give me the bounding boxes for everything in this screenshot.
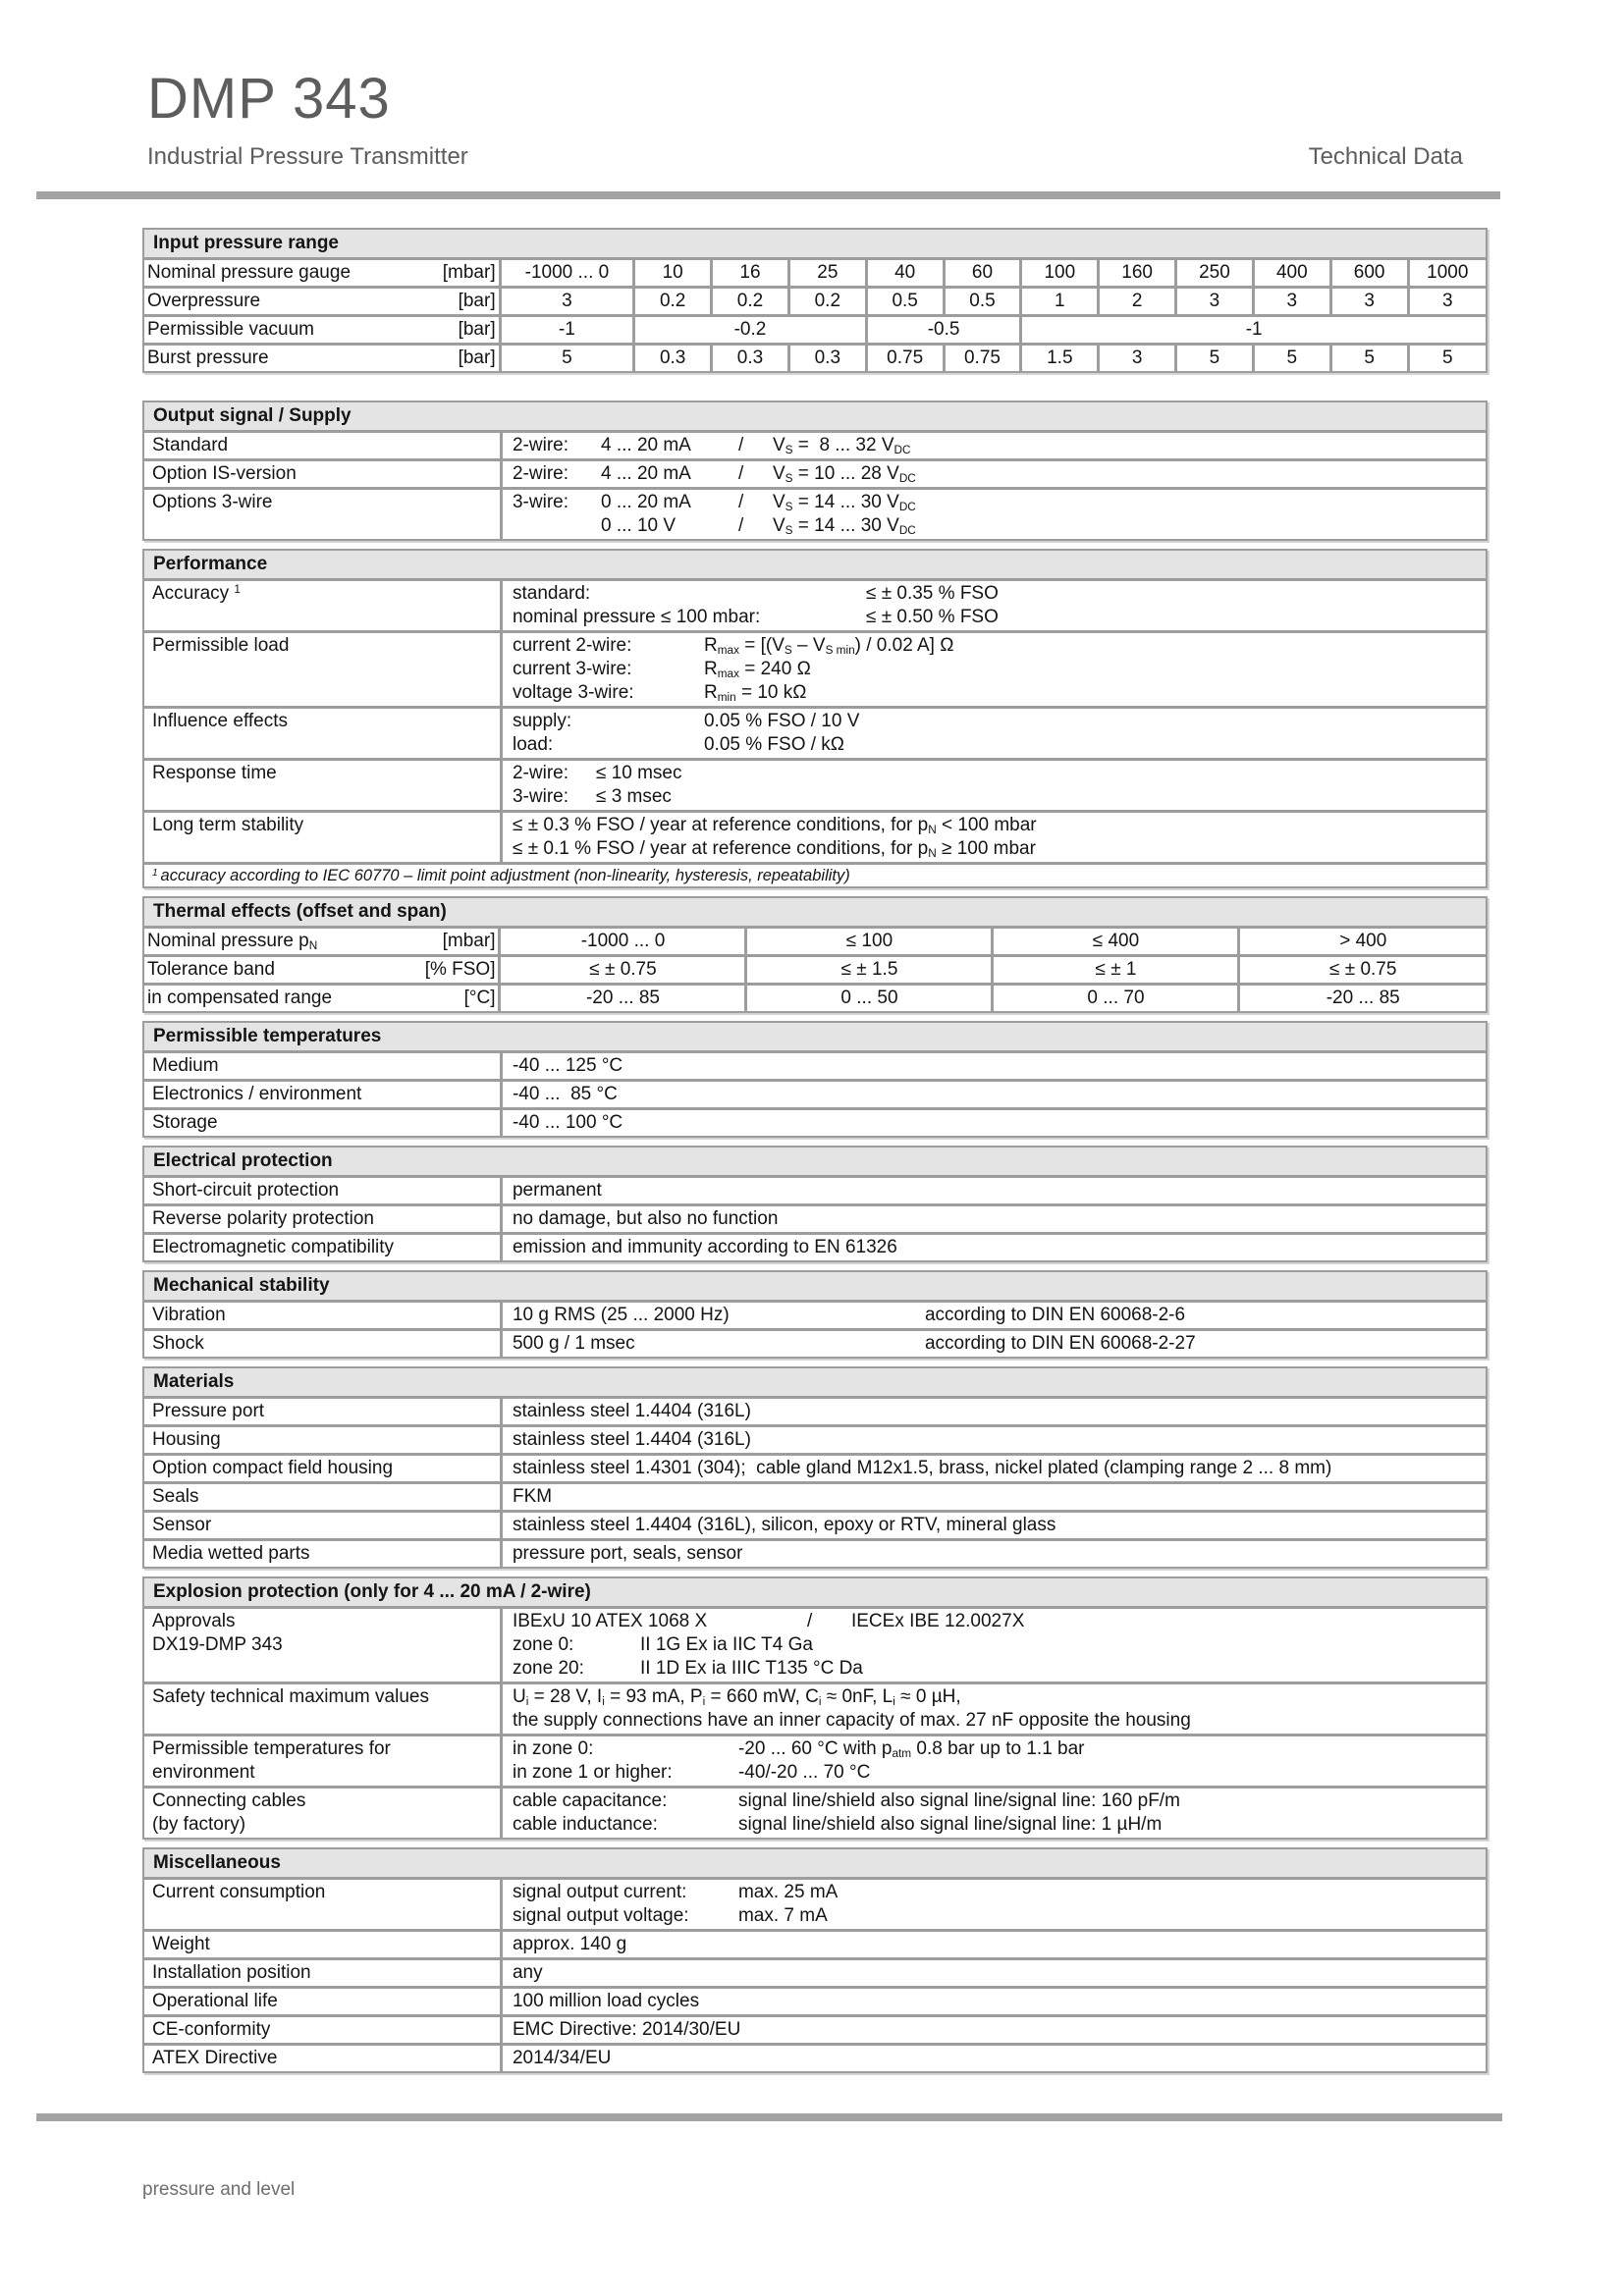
row-label: CE-conformity — [152, 2019, 271, 2040]
row-ce-conformity — [144, 2014, 1486, 2043]
cell: 0.75 — [866, 345, 944, 372]
cell: 0.5 — [866, 288, 944, 316]
row-value: $U_i = 28$ V, $I_i = 93$ mA, $P_i = 660$ mW, $C_i \approx 0nF$, $L_i \approx 0$ µH, the supply connections have an inner capacity of max. 27 nF opposite the housing — [500, 1684, 1486, 1734]
cell: -0.5 — [866, 316, 1021, 345]
cell: -20 ... 85 — [500, 985, 746, 1012]
doc-type-label: Technical Data — [1308, 143, 1463, 170]
row-label: in compensated range — [147, 988, 333, 1008]
section-title: Miscellaneous — [144, 1849, 1486, 1877]
row-value: 100 million load cycles — [500, 1989, 1486, 2014]
section-input-pressure-range — [142, 228, 1488, 373]
row-value: 2-wire: 4 ... 20 mA / $V_S = 8$ ... 32 $V_{DC}$ — [500, 433, 1486, 458]
cell: 0.2 — [634, 288, 712, 316]
cell: -20 ... 85 — [1239, 985, 1486, 1012]
cell: 40 — [866, 259, 944, 288]
section-title: Permissible temperatures — [144, 1023, 1486, 1050]
row-value: signal output current: max. 25 mA signal output voltage: max. 7 mA — [500, 1880, 1486, 1929]
row-value: FKM — [500, 1484, 1486, 1510]
cell: -0.2 — [634, 316, 866, 345]
page-subtitle-row — [147, 143, 1463, 171]
row-value: supply: 0.05 % FSO / 10 V load: 0.05 % FSO / kΩ — [500, 709, 1486, 758]
cell: 100 — [1021, 259, 1099, 288]
row-nominal-pressure-p-n — [144, 928, 1486, 956]
row-value: stainless steel 1.4404 (316L), silicon, epoxy or RTV, mineral glass — [500, 1513, 1486, 1538]
cell: 5 — [1176, 345, 1254, 372]
row-value: emission and immunity according to EN 61326 — [500, 1235, 1486, 1260]
row-shock — [144, 1328, 1486, 1357]
row-label: Shock — [152, 1333, 204, 1354]
row-media-wetted-parts — [144, 1538, 1486, 1567]
row-label: Electronics / environment — [152, 1084, 362, 1104]
section-title: Performance — [144, 551, 1486, 578]
row-response-time — [144, 758, 1486, 810]
row-label: Reverse polarity protection — [152, 1208, 374, 1229]
section-title: Explosion protection (only for 4 ... 20 mA / 2-wire) — [144, 1578, 1486, 1606]
page-title: DMP 343 — [147, 67, 391, 131]
row-atex-directive — [144, 2043, 1486, 2071]
row-label: Tolerance band — [147, 959, 275, 980]
row-value: -40 ... 125 °C — [500, 1053, 1486, 1079]
cell: 2 — [1099, 288, 1176, 316]
row-label: Nominal pressure $p_N$ — [147, 931, 318, 952]
row-tolerance-band — [144, 956, 1486, 985]
row-value: stainless steel 1.4404 (316L) — [500, 1399, 1486, 1424]
cell: 1.5 — [1021, 345, 1099, 372]
row-value: 3-wire: 0 ... 20 mA / $V_S = 14$ ... 30 $V_{DC}$ 0 ... 10 $V / V_S = 14$ ... 30 $V_{DC}$ — [500, 490, 1486, 539]
row-label: Approvals DX19-DMP 343 — [152, 1611, 283, 1655]
row-label: Current consumption — [152, 1882, 326, 1902]
row-unit: [% FSO] — [424, 959, 496, 980]
cell: 16 — [712, 259, 789, 288]
row-label: Burst pressure — [147, 347, 269, 368]
row-reverse-polarity-protection — [144, 1203, 1486, 1232]
cell: 3 — [500, 288, 634, 316]
section-title: Input pressure range — [144, 230, 1486, 257]
row-label: Operational life — [152, 1991, 278, 2011]
section-performance — [142, 549, 1488, 888]
row-electronics-environment — [144, 1079, 1486, 1107]
row-medium — [144, 1050, 1486, 1079]
row-label: Influence effects — [152, 711, 289, 731]
row-value: EMC Directive: 2014/30/EU — [500, 2017, 1486, 2043]
row-unit: [mbar] — [442, 262, 496, 283]
row-value: no damage, but also no function — [500, 1206, 1486, 1232]
section-electrical-protection — [142, 1146, 1488, 1262]
row-burst-pressure — [144, 345, 1486, 372]
cell: 0.3 — [634, 345, 712, 372]
row-permissible-load — [144, 630, 1486, 706]
cell: -1000 ... 0 — [500, 928, 746, 956]
row-value: ≤ ± 0.3 % FSO / year at reference conditions, for $p_N < 100$ mbar ≤ ± 0.1 % FSO / year at reference conditions, for $p_N \ge 100$ mbar — [500, 813, 1486, 862]
row-value: permanent — [500, 1178, 1486, 1203]
row-long-term-stability — [144, 810, 1486, 862]
cell: 3 — [1099, 345, 1176, 372]
row-label: Option compact field housing — [152, 1458, 394, 1478]
row-unit: [bar] — [458, 319, 496, 340]
section-title: Materials — [144, 1368, 1486, 1396]
row-vibration — [144, 1300, 1486, 1328]
cell: 0.5 — [944, 288, 1021, 316]
row-label: Option IS-version — [152, 463, 297, 484]
row-seals — [144, 1481, 1486, 1510]
footnote: $^1$ accuracy according to IEC 60770 – limit point adjustment (non-linearity, hysteresis, repeatability) — [144, 862, 1486, 886]
row-label-cell — [144, 288, 500, 316]
row-label: Weight — [152, 1934, 210, 1954]
data-table — [144, 926, 1486, 1011]
cell: 3 — [1253, 288, 1330, 316]
cell: 3 — [1408, 288, 1486, 316]
row-label: Permissible temperatures for environment — [152, 1738, 391, 1783]
row-value: 2014/34/EU — [500, 2046, 1486, 2071]
cell: ≤ ± 0.75 — [1239, 956, 1486, 985]
row-value: 500 g / 1 msec according to DIN EN 60068-2-27 — [500, 1331, 1486, 1357]
row-unit: [°C] — [463, 988, 496, 1008]
footer-divider — [36, 2113, 1502, 2121]
row-unit: [bar] — [458, 291, 496, 311]
section-title: Thermal effects (offset and span) — [144, 898, 1486, 926]
row-option-compact-field-housing — [144, 1453, 1486, 1481]
row-unit: [bar] — [458, 347, 496, 368]
cell: 10 — [634, 259, 712, 288]
row-accuracy-1 — [144, 578, 1486, 630]
row-value: cable capacitance: signal line/shield also signal line/signal line: 160 pF/m cable inductance: signal line/shield also signal line/signal line: 1 µH/m — [500, 1789, 1486, 1838]
row-value: stainless steel 1.4301 (304); cable gland M12x1.5, brass, nickel plated (clamping range 2 ... 8 mm) — [500, 1456, 1486, 1481]
row-label: Short-circuit protection — [152, 1180, 340, 1201]
cell: 5 — [1408, 345, 1486, 372]
row-in-compensated-range — [144, 985, 1486, 1012]
row-label: Permissible load — [152, 635, 290, 656]
row-label: Sensor — [152, 1515, 212, 1535]
sections — [142, 228, 1488, 2081]
cell: ≤ ± 0.75 — [500, 956, 746, 985]
row-value: standard: ≤ ± 0.35 % FSO nominal pressure ≤ 100 mbar: ≤ ± 0.50 % FSO — [500, 581, 1486, 630]
row-label-cell — [144, 316, 500, 345]
row-value: 10 g RMS (25 ... 2000 Hz) according to DIN EN 60068-2-6 — [500, 1303, 1486, 1328]
row-permissible-temperatures-for — [144, 1734, 1486, 1786]
row-value: IBExU 10 ATEX 1068 X / IECEx IBE 12.0027X zone 0: II 1G Ex ia IIC T4 Ga zone 20: II 1D Ex ia IIIC T135 °C Da — [500, 1609, 1486, 1682]
section-mechanical-stability — [142, 1270, 1488, 1359]
row-label: Seals — [152, 1486, 199, 1507]
cell: 160 — [1099, 259, 1176, 288]
product-subtitle: Industrial Pressure Transmitter — [147, 143, 468, 170]
row-value: -40 ... 100 °C — [500, 1110, 1486, 1136]
row-current-consumption — [144, 1877, 1486, 1929]
row-weight — [144, 1929, 1486, 1957]
cell: 5 — [500, 345, 634, 372]
row-value: pressure port, seals, sensor — [500, 1541, 1486, 1567]
cell: 1 — [1021, 288, 1099, 316]
data-table — [144, 257, 1486, 371]
cell: -1 — [1021, 316, 1486, 345]
cell: 3 — [1176, 288, 1254, 316]
footer-tagline: pressure and level — [142, 2179, 296, 2200]
row-connecting-cables — [144, 1786, 1486, 1838]
row-label: Response time — [152, 763, 277, 783]
cell: -1000 ... 0 — [500, 259, 634, 288]
cell: 0.2 — [712, 288, 789, 316]
row-storage — [144, 1107, 1486, 1136]
row-label: Standard — [152, 435, 229, 455]
row-standard — [144, 430, 1486, 458]
row-label: Pressure port — [152, 1401, 265, 1421]
row-value: any — [500, 1960, 1486, 1986]
cell: -1 — [500, 316, 634, 345]
row-option-is-version — [144, 458, 1486, 487]
section-miscellaneous — [142, 1847, 1488, 2073]
row-permissible-vacuum — [144, 316, 1486, 345]
row-value: -40 ... 85 °C — [500, 1082, 1486, 1107]
cell: 25 — [788, 259, 866, 288]
cell: ≤ ± 1 — [993, 956, 1239, 985]
cell: 5 — [1330, 345, 1408, 372]
row-pressure-port — [144, 1396, 1486, 1424]
section-output-signal-supply — [142, 400, 1488, 541]
row-label: Permissible vacuum — [147, 319, 314, 340]
cell: 600 — [1330, 259, 1408, 288]
row-label: Safety technical maximum values — [152, 1686, 429, 1707]
cell: 0.3 — [788, 345, 866, 372]
cell: 0 ... 50 — [746, 985, 993, 1012]
row-value: stainless steel 1.4404 (316L) — [500, 1427, 1486, 1453]
row-overpressure — [144, 288, 1486, 316]
section-title: Mechanical stability — [144, 1272, 1486, 1300]
section-explosion-protection — [142, 1576, 1488, 1840]
cell: ≤ 400 — [993, 928, 1239, 956]
row-label: Options 3-wire — [152, 492, 273, 512]
cell: 400 — [1253, 259, 1330, 288]
row-unit: [mbar] — [442, 931, 496, 951]
row-label: Medium — [152, 1055, 219, 1076]
cell: 0.2 — [788, 288, 866, 316]
row-value: 2-wire: ≤ 10 msec 3-wire: ≤ 3 msec — [500, 761, 1486, 810]
row-label: Nominal pressure gauge — [147, 262, 352, 283]
row-label: Accuracy $^1$ — [152, 583, 241, 604]
row-label: ATEX Directive — [152, 2048, 278, 2068]
section-title: Electrical protection — [144, 1148, 1486, 1175]
row-operational-life — [144, 1986, 1486, 2014]
section-materials — [142, 1366, 1488, 1569]
row-label-cell — [144, 345, 500, 372]
section-thermal-effects — [142, 896, 1488, 1013]
cell: 0.3 — [712, 345, 789, 372]
row-label: Electromagnetic compatibility — [152, 1237, 395, 1257]
row-approvals — [144, 1606, 1486, 1682]
cell: 0.75 — [944, 345, 1021, 372]
header-divider — [36, 191, 1500, 199]
row-value: approx. 140 g — [500, 1932, 1486, 1957]
cell: > 400 — [1239, 928, 1486, 956]
row-label: Vibration — [152, 1305, 226, 1325]
row-label-cell — [144, 928, 500, 956]
row-label: Storage — [152, 1112, 218, 1133]
cell: 0 ... 70 — [993, 985, 1239, 1012]
row-housing — [144, 1424, 1486, 1453]
row-label: Housing — [152, 1429, 221, 1450]
row-installation-position — [144, 1957, 1486, 1986]
row-nominal-pressure-gauge — [144, 259, 1486, 288]
row-safety-technical-maximum-values — [144, 1682, 1486, 1734]
cell: 5 — [1253, 345, 1330, 372]
cell: ≤ 100 — [746, 928, 993, 956]
row-influence-effects — [144, 706, 1486, 758]
row-label: Overpressure — [147, 291, 261, 311]
row-value: 2-wire: 4 ... 20 mA / $V_S = 10$ ... 28 $V_{DC}$ — [500, 461, 1486, 487]
row-label-cell — [144, 259, 500, 288]
cell: 250 — [1176, 259, 1254, 288]
cell: 1000 — [1408, 259, 1486, 288]
row-value: in zone 0: -20 ... 60 °C with $p_{atm}$ 0.8 bar up to 1.1 bar in zone 1 or higher: -40/-20 ... 70 °C — [500, 1736, 1486, 1786]
row-options-3-wire — [144, 487, 1486, 539]
cell: 3 — [1330, 288, 1408, 316]
row-label: Installation position — [152, 1962, 311, 1983]
section-title: Output signal / Supply — [144, 402, 1486, 430]
row-value: current 2-wire: $R_{max} = [(V_S - V_{S min}) / 0.02$ A] Ω current 3-wire: $R_{max} = 240$ Ω voltage 3-wire: $R_{min} = 10$ kΩ — [500, 633, 1486, 706]
row-short-circuit-protection — [144, 1175, 1486, 1203]
row-electromagnetic-compatibility — [144, 1232, 1486, 1260]
row-label: Long term stability — [152, 815, 304, 835]
row-label-cell — [144, 956, 500, 985]
row-sensor — [144, 1510, 1486, 1538]
section-permissible-temperatures — [142, 1021, 1488, 1138]
row-label: Connecting cables (by factory) — [152, 1790, 306, 1835]
cell: ≤ ± 1.5 — [746, 956, 993, 985]
row-label: Media wetted parts — [152, 1543, 310, 1564]
cell: 60 — [944, 259, 1021, 288]
row-label-cell — [144, 985, 500, 1012]
